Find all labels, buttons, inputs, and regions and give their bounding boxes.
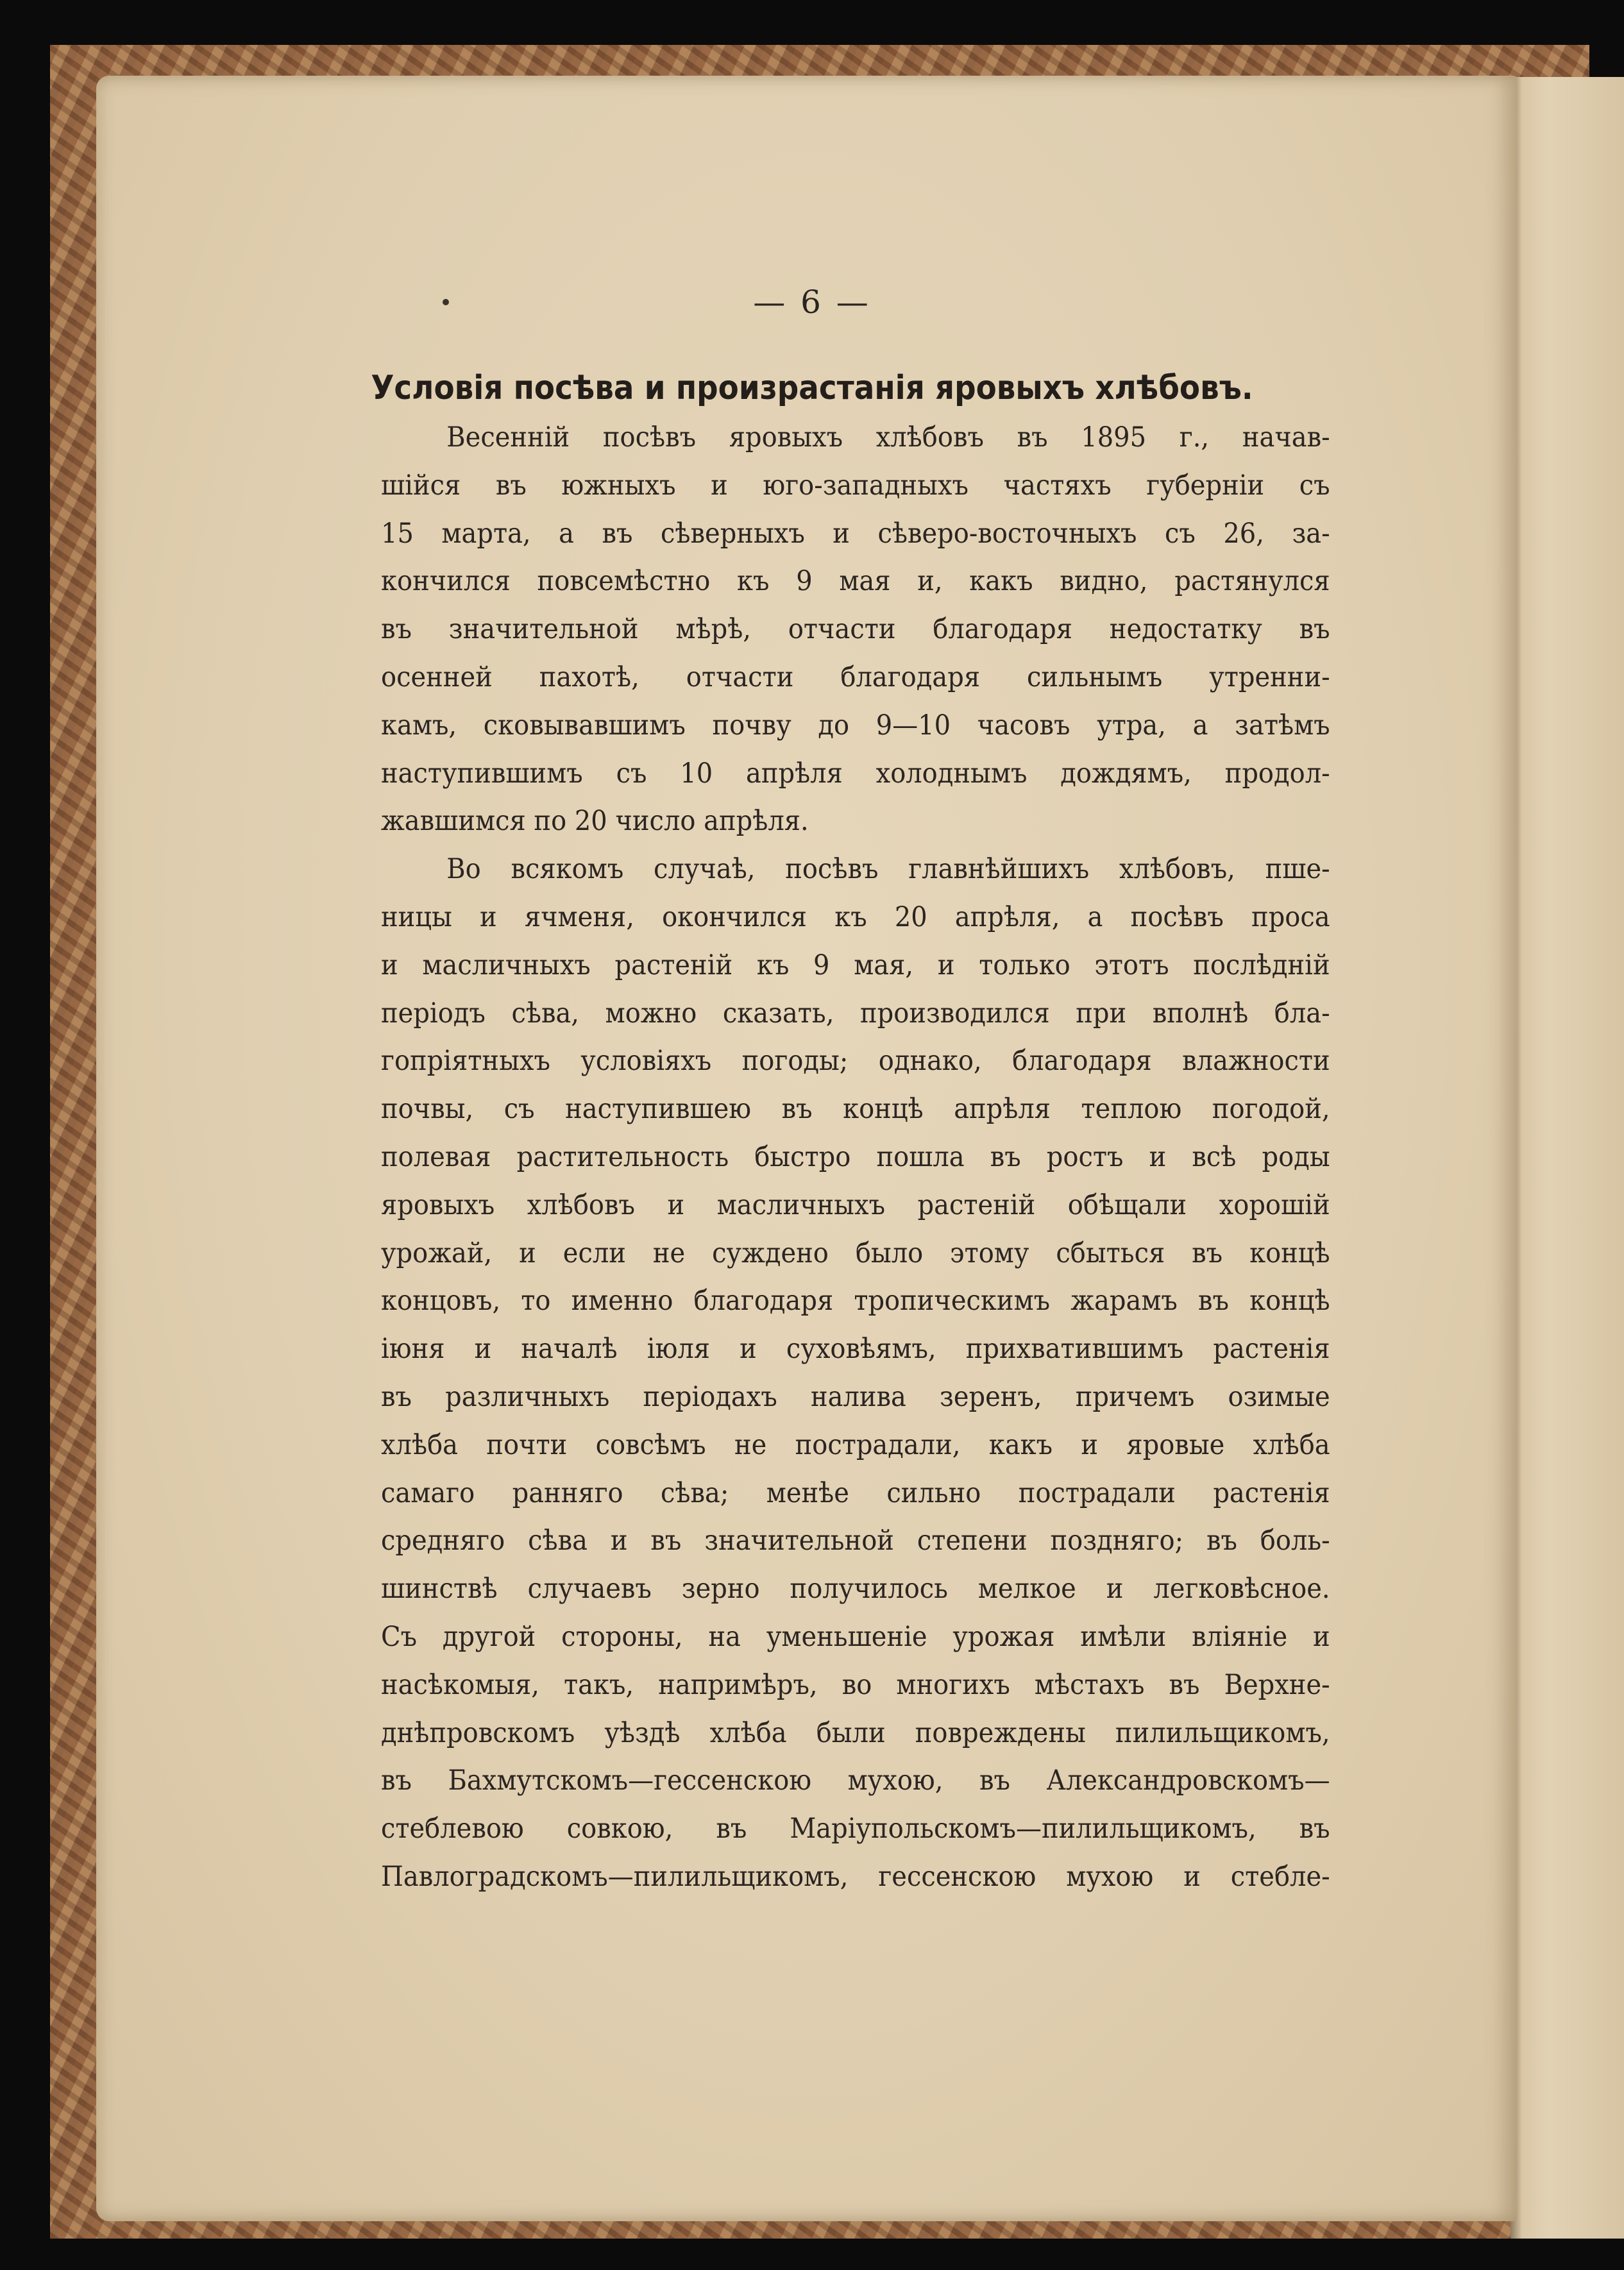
- text-line: концовъ, то именно благодаря тропическимъ жарамъ въ концѣ: [381, 1285, 1330, 1317]
- text-line: полевая растительность быстро пошла въ ростъ и всѣ роды: [381, 1140, 1330, 1173]
- text-line: яровыхъ хлѣбовъ и масличныхъ растеній обѣщали хорошій: [381, 1189, 1330, 1221]
- text-line: шійся въ южныхъ и юго-западныхъ частяхъ губерніи съ: [381, 469, 1330, 502]
- text-line: іюня и началѣ іюля и суховѣямъ, прихватившимъ растенія: [381, 1333, 1330, 1366]
- text-line: наступившимъ съ 10 апрѣля холоднымъ дождямъ, продол-: [381, 757, 1330, 790]
- text-line: урожай, и если не суждено было этому сбыться въ концѣ: [381, 1237, 1330, 1269]
- text-line: и масличныхъ растеній къ 9 мая, и только этотъ послѣдній: [381, 949, 1330, 981]
- page-number: — 6 —: [753, 284, 871, 321]
- section-heading: Условія посѣва и произрастанія яровыхъ хлѣбовъ.: [371, 369, 1253, 407]
- text-line: въ различныхъ періодахъ налива зеренъ, причемъ озимые: [381, 1380, 1330, 1413]
- text-line: шинствѣ случаевъ зерно получилось мелкое и легковѣсное.: [381, 1573, 1330, 1605]
- text-line: днѣпровскомъ уѣздѣ хлѣба были повреждены пилильщикомъ,: [381, 1716, 1330, 1749]
- text-line: жавшимся по 20 число апрѣля.: [381, 805, 809, 838]
- text-line: Съ другой стороны, на уменьшеніе урожая имѣли вліяніе и: [381, 1620, 1330, 1653]
- text-line: гопріятныхъ условіяхъ погоды; однако, благодаря влажности: [381, 1045, 1330, 1078]
- text-line: осенней пахотѣ, отчасти благодаря сильнымъ утренни-: [381, 661, 1330, 693]
- text-line: 15 марта, а въ сѣверныхъ и сѣверо-восточныхъ съ 26, за-: [381, 517, 1330, 550]
- text-line: въ значительной мѣрѣ, отчасти благодаря недостатку въ: [381, 613, 1330, 646]
- text-line: стеблевою совкою, въ Маріупольскомъ—пилильщикомъ, въ: [381, 1813, 1330, 1845]
- text-line: средняго сѣва и въ значительной степени поздняго; въ боль-: [381, 1525, 1330, 1557]
- text-line: Павлоградскомъ—пилильщикомъ, гессенскою мухою и стебле-: [381, 1860, 1330, 1893]
- text-line: насѣкомыя, такъ, напримѣръ, во многихъ мѣстахъ въ Верхне-: [381, 1668, 1330, 1701]
- text-line: ницы и ячменя, окончился къ 20 апрѣля, а посѣвъ проса: [381, 901, 1330, 933]
- text-line: почвы, съ наступившею въ концѣ апрѣля теплою погодой,: [381, 1093, 1330, 1126]
- text-line: періодъ сѣва, можно сказать, производился при вполнѣ бла-: [381, 997, 1330, 1029]
- text-line: Весенній посѣвъ яровыхъ хлѣбовъ въ 1895 г., начав-: [446, 421, 1330, 453]
- body-text: [381, 414, 1330, 1901]
- text-line: Во всякомъ случаѣ, посѣвъ главнѣйшихъ хлѣбовъ, пше-: [446, 853, 1330, 886]
- text-line: хлѣба почти совсѣмъ не пострадали, какъ и яровые хлѣба: [381, 1428, 1330, 1461]
- text-line: камъ, сковывавшимъ почву до 9—10 часовъ утра, а затѣмъ: [381, 709, 1330, 741]
- text-line: кончился повсемѣстно къ 9 мая и, какъ видно, растянулся: [381, 565, 1330, 598]
- text-line: самаго ранняго сѣва; менѣе сильно пострадали растенія: [381, 1477, 1330, 1509]
- text-line: въ Бахмутскомъ—гессенскою мухою, въ Александровскомъ—: [381, 1765, 1330, 1797]
